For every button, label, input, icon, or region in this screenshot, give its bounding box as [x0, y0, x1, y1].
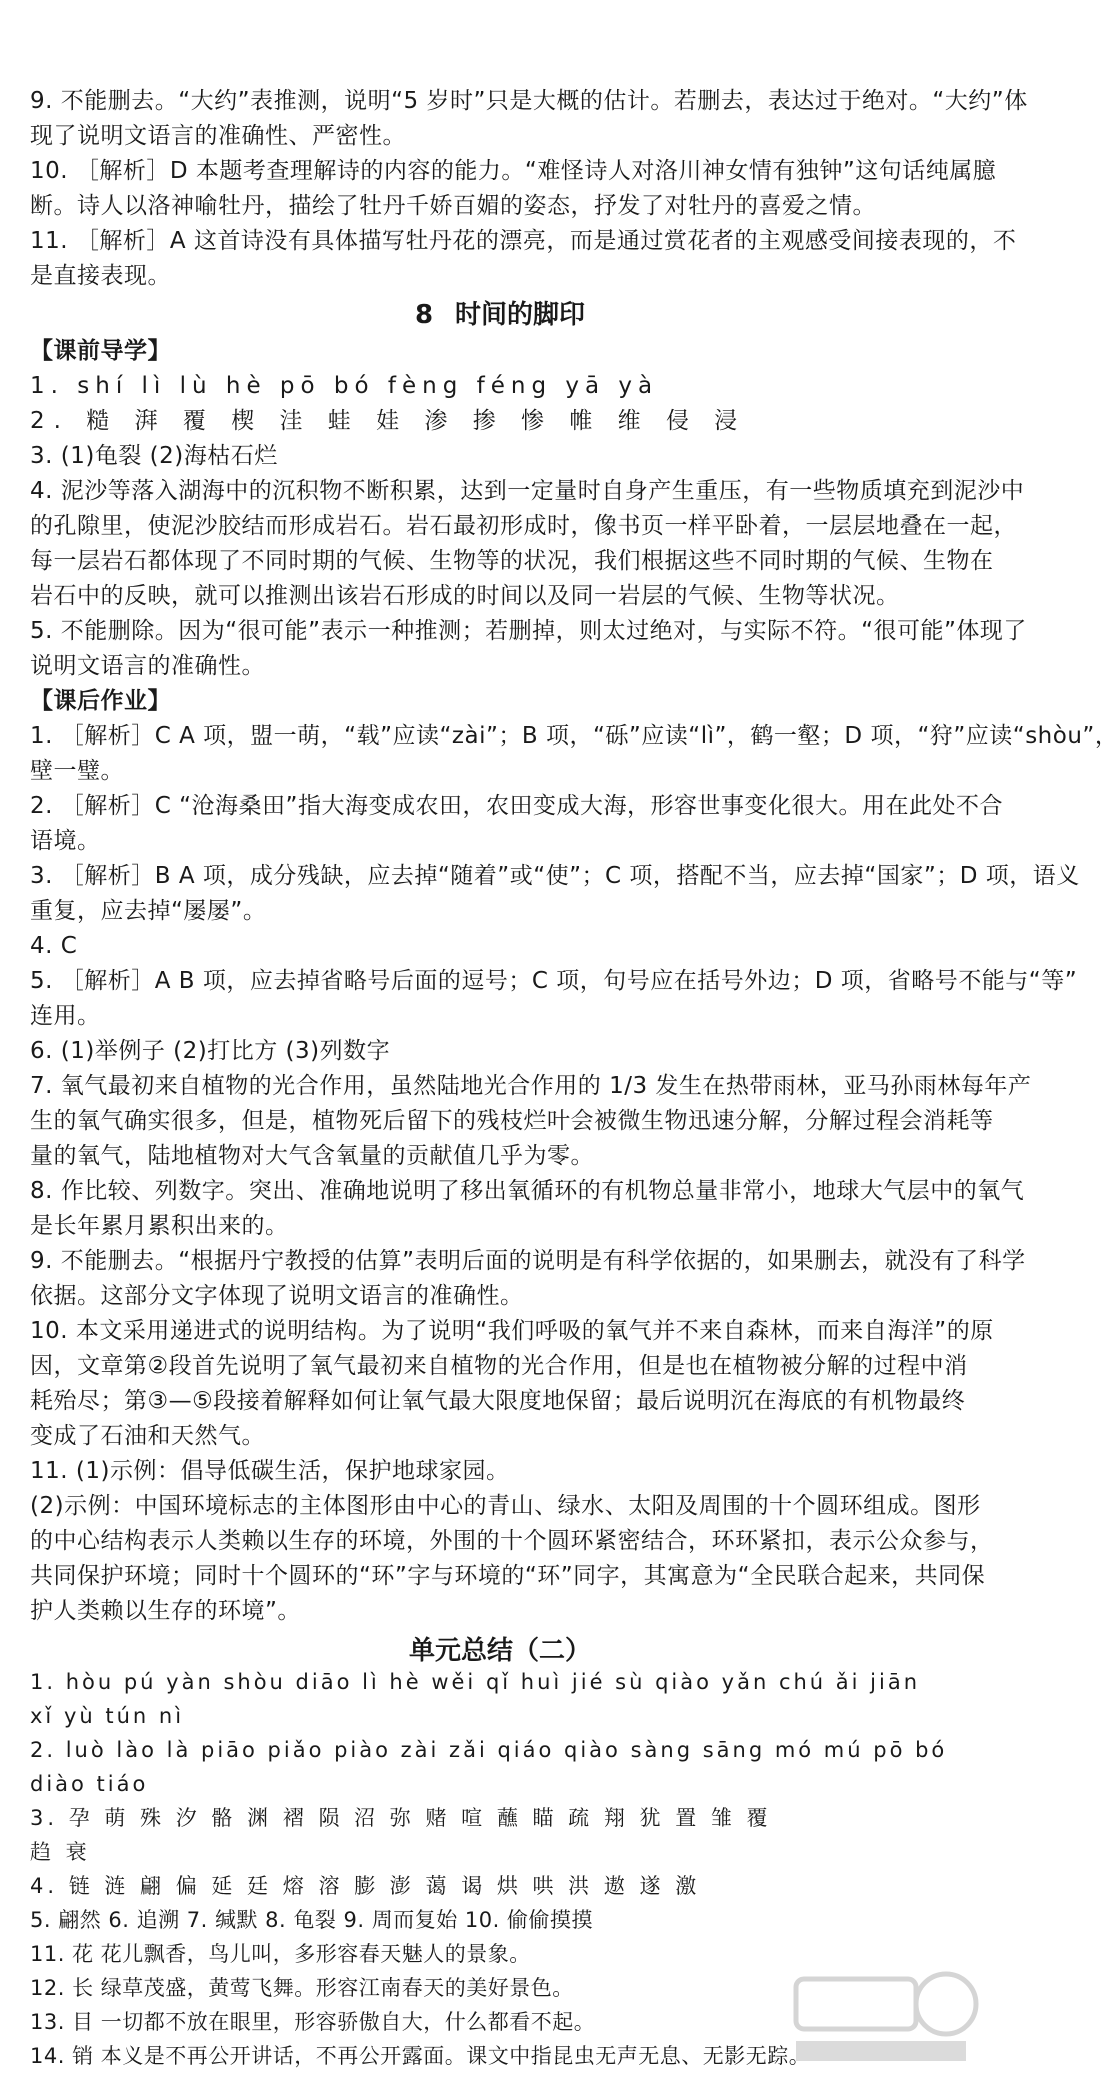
text-line: 生的氧气确实很多，但是，植物死后留下的残枝烂叶会被微生物迅速分解，分解过程会消耗等 — [30, 1108, 994, 1134]
text-line: 耗殆尽；第③—⑤段接着解释如何让氧气最大限度地保留；最后说明沉在海底的有机物最终 — [30, 1388, 966, 1414]
text-line: 12. 长 绿草茂盛，黄莺飞舞。形容江南春天的美好景色。 — [30, 1976, 574, 2000]
text-line: 14. 销 本义是不再公开讲话，不再公开露面。课文中指昆虫无声无息、无影无踪。 — [30, 2044, 811, 2068]
text-line: 壁一璧。 — [30, 758, 124, 784]
text-line: 断。诗人以洛神喻牡丹，描绘了牡丹千娇百媚的姿态，抒发了对牡丹的喜爱之情。 — [30, 193, 876, 219]
section-tag: 【课后作业】 — [30, 688, 171, 714]
text-line: 共同保护环境；同时十个圆环的“环”字与环境的“环”同字，其寓意为“全民联合起来，共同保 — [30, 1563, 986, 1589]
pinyin-line: 1. hòu pú yàn shòu diāo lì hè wěi qǐ huì jié sù qiào yǎn chú ǎi jiān — [30, 1670, 921, 1694]
text-line: 量的氧气，陆地植物对大气含氧量的贡献值几乎为零。 — [30, 1143, 594, 1169]
lesson-number: 8 — [414, 300, 434, 330]
text-line: 护人类赖以生存的环境”。 — [30, 1598, 301, 1624]
text-line: 2. ［解析］C “沧海桑田”指大海变成农田，农田变成大海，形容世事变化很大。用在此处不合 — [30, 793, 1003, 819]
text-line: 依据。这部分文字体现了说明文语言的准确性。 — [30, 1283, 524, 1309]
text-line: 趋 衰 — [30, 1840, 91, 1864]
text-line: 连用。 — [30, 1003, 101, 1029]
text-line: 每一层岩石都体现了不同时期的气候、生物等的状况，我们根据这些不同时期的气候、生物在 — [30, 548, 994, 574]
text-line: 3. ［解析］B A 项，成分残缺，应去掉“随着”或“使”；C 项，搭配不当，应去掉“国家”；D 项，语义 — [30, 863, 1080, 889]
text-line: 的中心结构表示人类赖以生存的环境，外围的十个圆环紧密结合，环环紧扣，表示公众参与， — [30, 1528, 994, 1554]
text-line: (2)示例：中国环境标志的主体图形由中心的青山、绿水、太阳及周围的十个圆环组成。图形 — [30, 1493, 981, 1519]
text-line: 11. (1)示例：倡导低碳生活，保护地球家园。 — [30, 1458, 510, 1484]
lesson-title: 时间的脚印 — [455, 300, 586, 330]
text-line: 6. (1)举例子 (2)打比方 (3)列数字 — [30, 1038, 391, 1064]
text-line: 4. C — [30, 933, 78, 959]
text-line: 9. 不能删去。“根据丹宁教授的估算”表明后面的说明是有科学依据的，如果删去，就没有了科学 — [30, 1248, 1026, 1274]
text-line: 现了说明文语言的准确性、严密性。 — [30, 123, 406, 149]
text-line: 8. 作比较、列数字。突出、准确地说明了移出氧循环的有机物总量非常小，地球大气层中的氧气 — [30, 1178, 1025, 1204]
text-line: 5. 翩然 6. 追溯 7. 缄默 8. 龟裂 9. 周而复始 10. 偷偷摸摸 — [30, 1908, 594, 1932]
text-line: 11. 花 花儿飘香，鸟儿叫，多形容春天魅人的景象。 — [30, 1942, 531, 1966]
pinyin-line: diào tiáo — [30, 1772, 149, 1796]
text-line: 7. 氧气最初来自植物的光合作用，虽然陆地光合作用的 1/3 发生在热带雨林，亚马孙雨林每年产 — [30, 1073, 1032, 1099]
text-line: 13. 目 一切都不放在眼里，形容骄傲自大，什么都看不起。 — [30, 2010, 596, 2034]
text-line: 的孔隙里，使泥沙胶结而形成岩石。岩石最初形成时，像书页一样平卧着，一层层地叠在一起， — [30, 513, 1017, 539]
text-line: 10. ［解析］D 本题考查理解诗的内容的能力。“难怪诗人对洛川神女情有独钟”这句话纯属臆 — [30, 158, 997, 184]
text-line: 岩石中的反映，就可以推测出该岩石形成的时间以及同一岩层的气候、生物等状况。 — [30, 583, 900, 609]
text-line: 1. ［解析］C A 项，盟一萌，“载”应读“zài”；B 项，“砾”应读“lì”，鹤一壑；D 项，“狩”应读“shòu”， — [30, 723, 1118, 749]
text-line: 9. 不能删去。“大约”表推测，说明“5 岁时”只是大概的估计。若删去，表达过于绝对。“大约”体 — [30, 88, 1028, 114]
text-line: 4. 链 涟 翩 偏 延 廷 熔 溶 膨 澎 蔼 谒 烘 哄 洪 遨 遂 激 — [30, 1874, 701, 1898]
pinyin-line: 2. luò lào là piāo piǎo piào zài zǎi qiáo qiào sàng sāng mó mú pō bó — [30, 1738, 948, 1762]
text-line: 是直接表现。 — [30, 263, 171, 289]
text-line: 10. 本文采用递进式的说明结构。为了说明“我们呼吸的氧气并不来自森林，而来自海洋”的原 — [30, 1318, 994, 1344]
pinyin-line: xǐ yù tún nì — [30, 1704, 185, 1728]
section-tag: 【课前导学】 — [30, 338, 171, 364]
lesson-heading — [0, 298, 1000, 332]
text-line: 语境。 — [30, 828, 101, 854]
text-line: 重复，应去掉“屡屡”。 — [30, 898, 267, 924]
pinyin-line: 1. shí lì lù hè pō bó fèng féng yā yà — [30, 373, 659, 399]
text-line: 5. ［解析］A B 项，应去掉省略号后面的逗号；C 项，句号应在括号外边；D 项，省略号不能与“等” — [30, 968, 1078, 994]
text-line: 变成了石油和天然气。 — [30, 1423, 265, 1449]
text-line: 因，文章第②段首先说明了氧气最初来自植物的光合作用，但是也在植物被分解的过程中消 — [30, 1353, 968, 1379]
text-line: 2. 糙 湃 覆 楔 洼 蛙 娃 渗 掺 惨 帷 维 侵 浸 — [30, 408, 747, 434]
text-line: 说明文语言的准确性。 — [30, 653, 265, 679]
text-line: 是长年累月累积出来的。 — [30, 1213, 289, 1239]
text-line: 11. ［解析］A 这首诗没有具体描写牡丹花的漂亮，而是通过赏花者的主观感受间接表现的，不 — [30, 228, 1017, 254]
text-line: 4. 泥沙等落入湖海中的沉积物不断积累，达到一定量时自身产生重压，有一些物质填充到泥沙中 — [30, 478, 1025, 504]
text-line: 3. (1)龟裂 (2)海枯石烂 — [30, 443, 278, 469]
unit-summary-heading: 单元总结（二） — [408, 1636, 591, 1666]
watermark-logo — [776, 1959, 986, 2069]
text-line: 3. 孕 萌 殊 汐 骼 渊 褶 陨 沼 弥 赌 喧 蘸 瞄 疏 翔 犹 置 雏 覆 — [30, 1806, 772, 1830]
text-line: 5. 不能删除。因为“很可能”表示一种推测；若删掉，则太过绝对，与实际不符。“很可能”体现了 — [30, 618, 1027, 644]
